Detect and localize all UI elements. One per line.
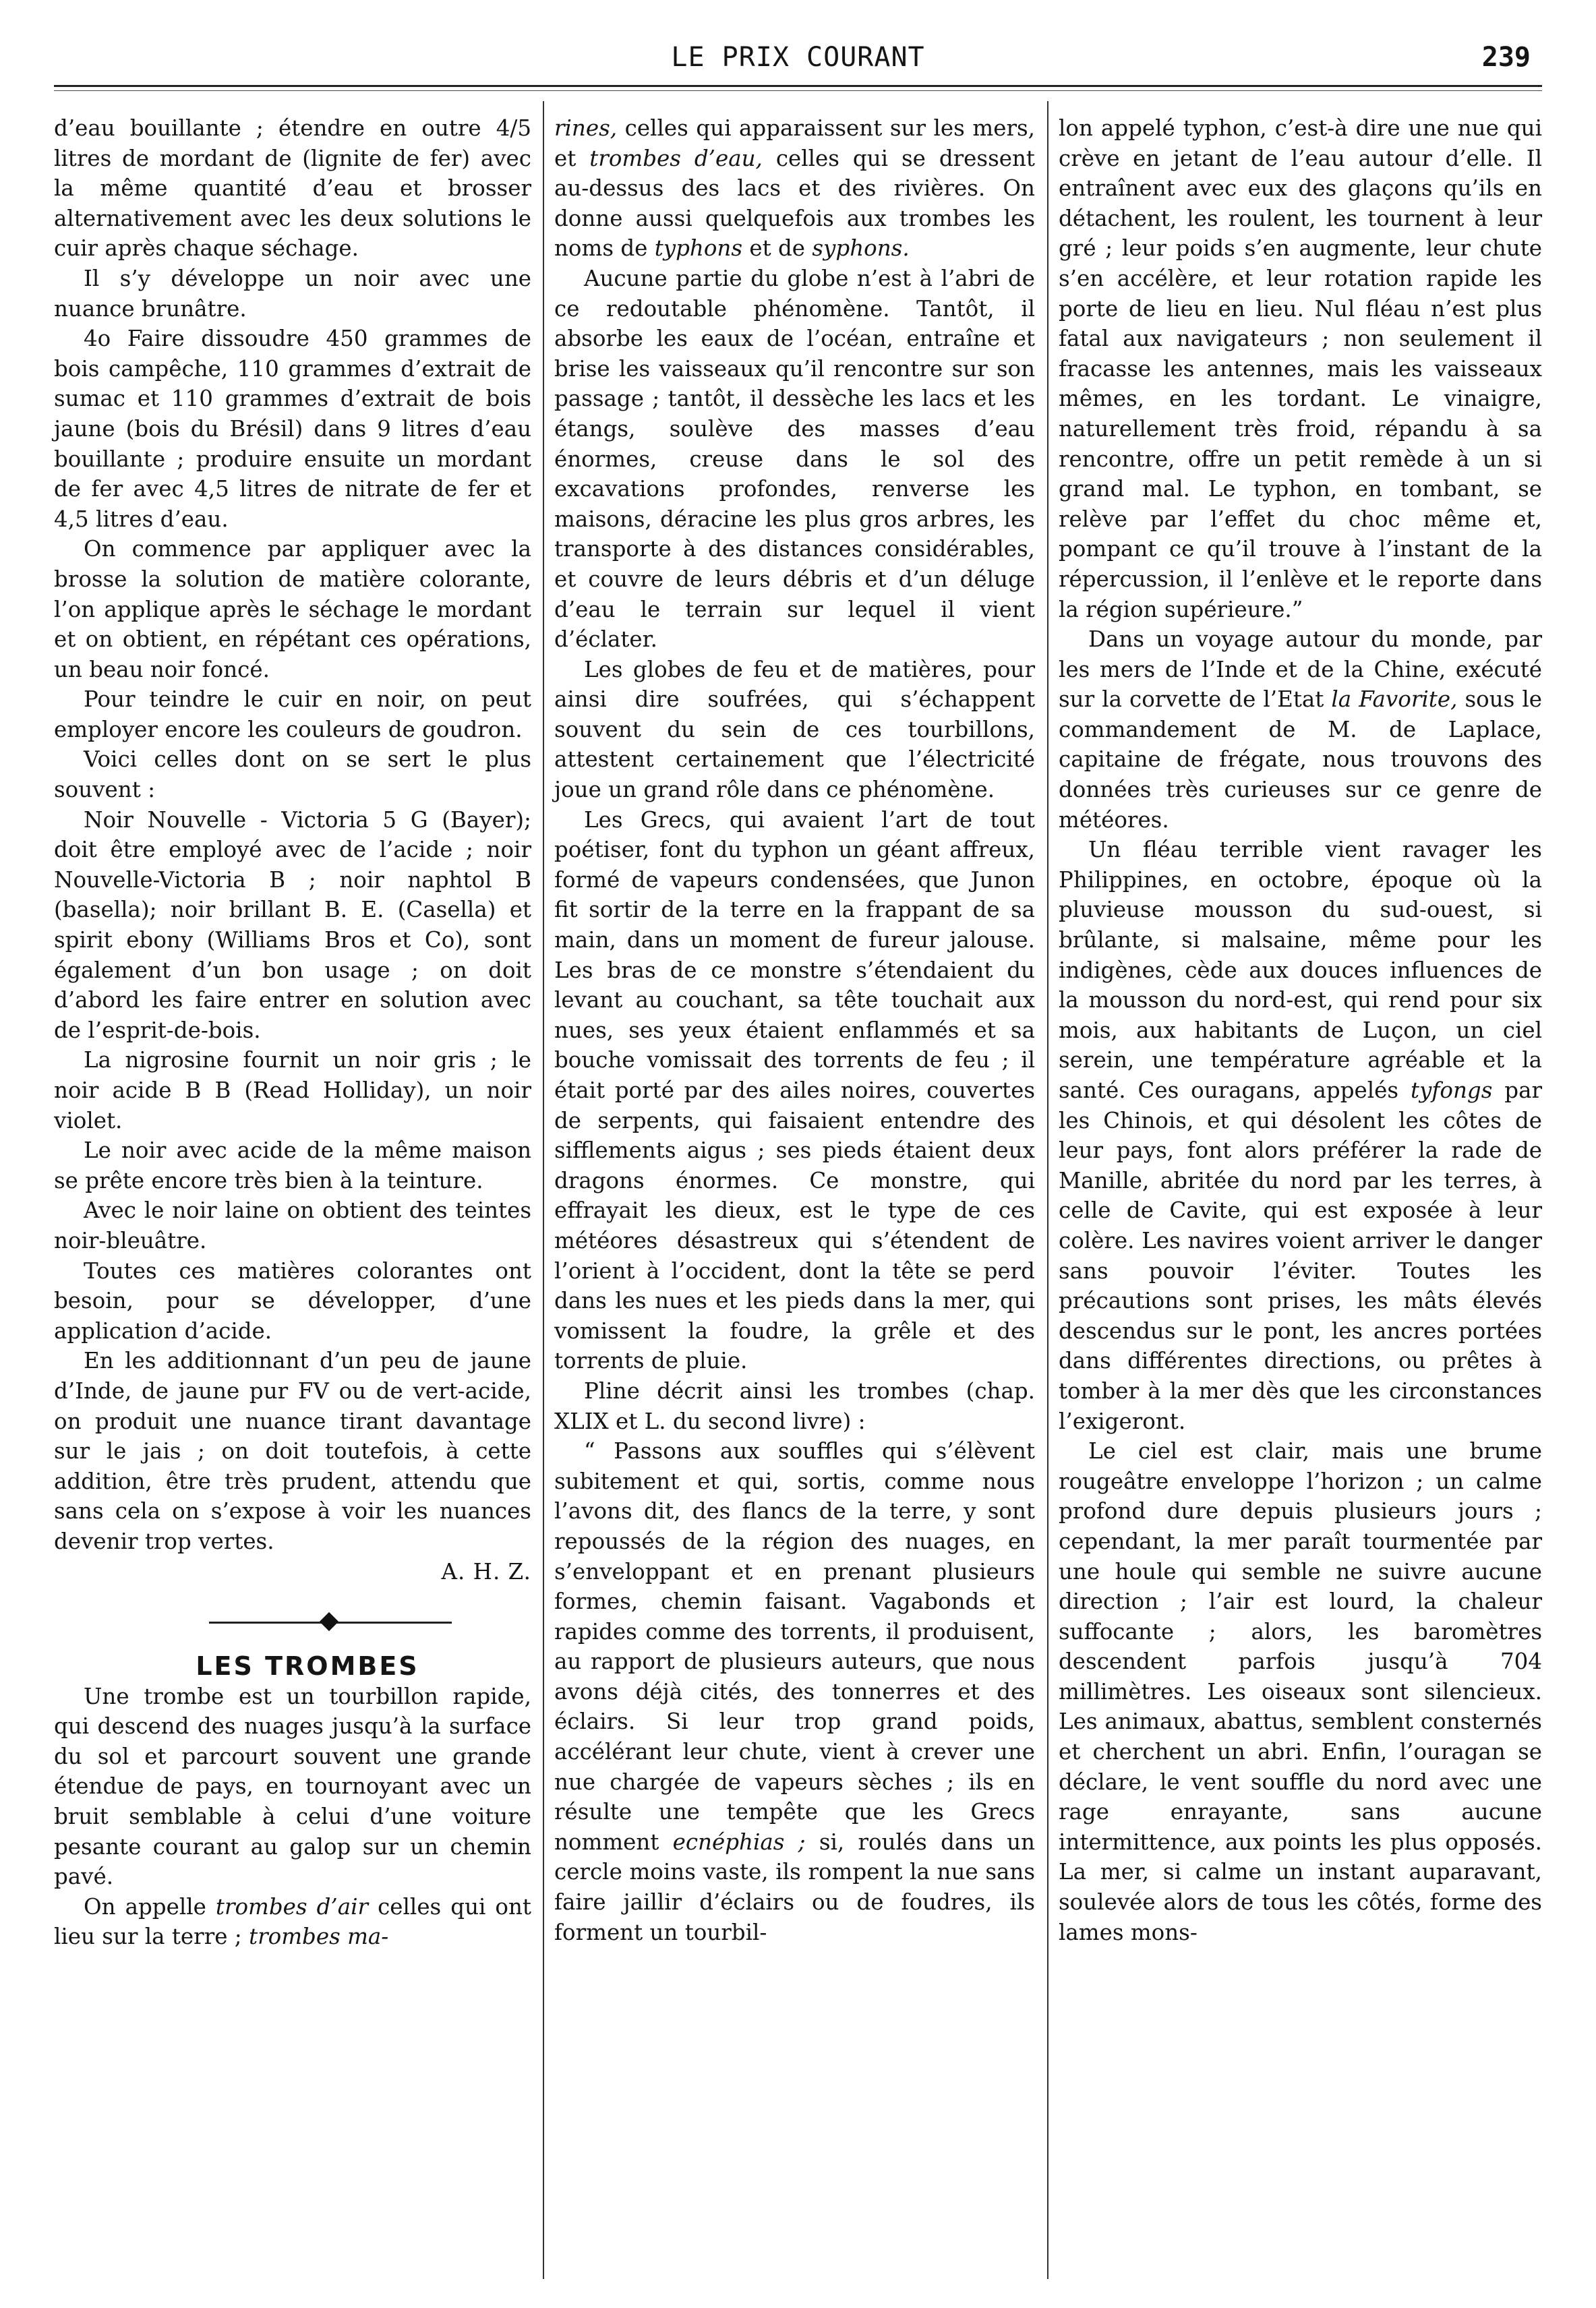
paragraph: Dans un voyage autour du monde, par les mers de l’Inde et de la Chine, exécuté sur la corvette de l’Etat la Favorite, sous le commandement de M. de Laplace, capitaine de frégate, nous trouvons des données très curieuses sur ce genre de météores.: [1059, 626, 1542, 833]
paragraph: lon appelé typhon, c’est-à dire une nue qui crève en jetant de l’eau autour d’elle. Il entraînent avec eux des glaçons qu’ils en détachent, les roulent, les tournent à leur gré ; leur poids s’en augmente, leur chute s’en accélère, et leur rotation rapide les porte de lieu en lieu. Nul fléau n’est plus fatal aux navigateurs ; non seulement il fracasse les antennes, mais les vaisseaux mêmes, en les tordant. Le vinaigre, naturellement très froid, répandu à sa rencontre, offre un petit remède à un si grand mal. Le typhon, en tombant, se relève par l’effet du choc même et, pompant ce qu’il trouve à l’instant de la répercussion, il l’enlève et le reporte dans la région supérieure.”: [1059, 115, 1542, 622]
header-rule-thin: [54, 90, 1542, 91]
paragraph: Un fléau terrible vient ravager les Philippines, en octobre, époque où la pluvieuse mousson du sud-ouest, si brûlante, si malsaine, même pour les indigènes, cède aux douces influences de la mousson du nord-est, qui rend pour six mois, aux habitants de Luçon, un ciel serein, une température agréable et la santé. Ces ouragans, appelés tyfongs par les Chinois, et qui désolent les côtes de leur pays, font alors préférer la rade de Manille, abritée du nord par les terres, à celle de Cavite, qui est exposée à leur colère. Les navires voient arriver le danger sans pouvoir l’éviter. Toutes les précautions sont prises, les mâts élevés descendus sur le pont, les ancres portées dans différentes directions, ou prêtes à tomber à la mer dès que les circonstances l’exigeront.: [1059, 837, 1542, 1434]
paragraph: Noir Nouvelle - Victoria 5 G (Bayer); doit être employé avec de l’acide ; noir Nouvelle-Victoria B ; noir naphtol B (basella); noir brillant B. E. (Casella) et spirit ebony (Williams Bros et Co), sont également d’un bon usage ; on doit d’abord les faire entrer en solution avec de l’esprit-de-bois.: [54, 806, 531, 1043]
paragraph: 4o Faire dissoudre 450 grammes de bois campêche, 110 grammes d’extrait de sumac et 110 grammes d’extrait de bois jaune (bois du Brésil) dans 9 litres d’eau bouillante ; produire ensuite un mordant de fer avec 4,5 litres de nitrate de fer et 4,5 litres d’eau.: [54, 326, 531, 532]
paragraph: Pour teindre le cuir en noir, on peut employer encore les couleurs de goudron.: [54, 686, 531, 742]
paragraph: Avec le noir laine on obtient des teintes noir-bleuâtre.: [54, 1197, 531, 1253]
paragraph: Voici celles dont on se sert le plus souvent :: [54, 746, 531, 803]
author-signature: A. H. Z.: [441, 1558, 531, 1585]
paragraph: La nigrosine fournit un noir gris ; le noir acide B B (Read Holliday), un noir violet.: [54, 1047, 531, 1133]
paragraph: On commence par appliquer avec la brosse la solution de matière colorante, l’on applique après le séchage le mordant et on obtient, en répétant ces opérations, un beau noir foncé.: [54, 536, 531, 682]
section-title: LES TROMBES: [196, 1651, 419, 1682]
section-divider-ornament: [54, 1601, 531, 1642]
paragraph: Le ciel est clair, mais une brume rougeâtre enveloppe l’horizon ; un calme profond dure depuis plusieurs jours ; cependant, la mer paraît tourmentée par une houle qui semble ne suivre aucune direction ; l’air est lourd, la chaleur suffocante ; alors, les baromètres descendent parfois jusqu’à 704 millimètres. Les oiseaux sont silencieux. Les animaux, abattus, semblent consternés et cherchent un abri. Enfin, l’ouragan se déclare, le vent souffle du nord avec une rage enrayante, sans aucune intermittence, aux points les plus opposés. La mer, si calme un instant auparavant, soulevée alors de tous les côtés, forme des lames mons-: [1059, 1438, 1542, 1945]
column-separator: [1047, 101, 1048, 2279]
column-2: [554, 113, 1035, 1947]
paragraph: Pline décrit ainsi les trombes (chap. XLIX et L. du second livre) :: [554, 1378, 1035, 1434]
paragraph: d’eau bouillante ; étendre en outre 4/5 litres de mordant de (lignite de fer) avec la même quantité d’eau et brosser alternativement avec les deux solutions le cuir après chaque séchage.: [54, 115, 531, 262]
paragraph: On appelle trombes d’air celles qui ont lieu sur la terre ; trombes ma-: [54, 1893, 531, 1950]
paragraph: En les additionnant d’un peu de jaune d’Inde, de jaune pur FV ou de vert-acide, on produit une nuance tirant davantage sur le jais ; on doit toutefois, à cette addition, être très prudent, attendu que sans cela on s’expose à voir les nuances devenir trop vertes.: [54, 1348, 531, 1554]
paragraph: Le noir avec acide de la même maison se prête encore très bien à la teinture.: [54, 1137, 531, 1193]
paragraph: Toutes ces matières colorantes ont besoin, pour se développer, d’une application d’acide.: [54, 1257, 531, 1344]
paragraph: Les Grecs, qui avaient l’art de tout poétiser, font du typhon un géant affreux, formé de vapeurs condensées, que Junon fit sortir de la terre en la frappant de sa main, dans un moment de fureur jalouse. Les bras de ce monstre s’étendaient du levant au couchant, sa tête touchait aux nues, ses yeux étaient enflammés et sa bouche vomissait des torrents de feu ; il était porté par des ailes noires, couvertes de serpents, qui faisaient entendre des sifflements aigus ; ses pieds étaient deux dragons énormes. Ce monstre, qui effrayait les dieux, est le type de ces météores désastreux qui s’étendent de l’orient à l’occident, dont la tête se perd dans les nues et les pieds dans la mer, qui vomissent la foudre, la grêle et des torrents de pluie.: [554, 806, 1035, 1374]
paragraph: Il s’y développe un noir avec une nuance brunâtre.: [54, 265, 531, 322]
header-rule: [54, 85, 1542, 87]
page-number: 239: [1481, 42, 1531, 73]
column-separator: [543, 101, 544, 2279]
column-3: [1059, 113, 1542, 1947]
paragraph: Les globes de feu et de matières, pour ainsi dire soufrées, qui s’échappent souvent du sein de ces tourbillons, attestent certainement que l’électricité joue un grand rôle dans ce phénomène.: [554, 656, 1035, 803]
paragraph: rines, celles qui apparaissent sur les mers, et trombes d’eau, celles qui se dressent au-dessus des lacs et des rivières. On donne aussi quelquefois aux trombes les noms de typhons et de syphons.: [554, 115, 1035, 262]
column-1: [54, 113, 531, 1952]
paragraph: Une trombe est un tourbillon rapide, qui descend des nuages jusqu’à la surface du sol et parcourt souvent une grande étendue de pays, en tournoyant avec un bruit semblable à celui d’une voiture pesante courant au galop sur un chemin pavé.: [54, 1683, 531, 1890]
running-title: LE PRIX COURANT: [671, 42, 925, 73]
paragraph: “ Passons aux souffles qui s’élèvent subitement et qui, sortis, comme nous l’avons dit, des flancs de la terre, y sont repoussés de la région des nuages, en s’enveloppant et en prenant plusieurs formes, chemin faisant. Vagabonds et rapides comme des torrents, il produisent, au rapport de plusieurs auteurs, que nous avons déjà cités, des tonnerres et des éclairs. Si leur trop grand poids, accélérant leur chute, vient à crever une nue chargée de vapeurs sèches ; ils en résulte une tempête que les Grecs nomment ecnéphias ; si, roulés dans un cercle moins vaste, ils rompent la nue sans faire jaillir d’éclairs ou de foudres, ils forment un tourbil-: [554, 1438, 1035, 1945]
paragraph: Aucune partie du globe n’est à l’abri de ce redoutable phénomène. Tantôt, il absorbe les eaux de l’océan, entraîne et brise les vaisseaux qu’il rencontre sur son passage ; tantôt, il dessèche les lacs et les étangs, soulève des masses d’eau énormes, creuse dans le sol des excavations profondes, renverse les maisons, déracine les plus gros arbres, les transporte à des distances considérables, et couvre de leurs débris et d’un déluge d’eau le terrain sur lequel il vient d’éclater.: [554, 265, 1035, 653]
